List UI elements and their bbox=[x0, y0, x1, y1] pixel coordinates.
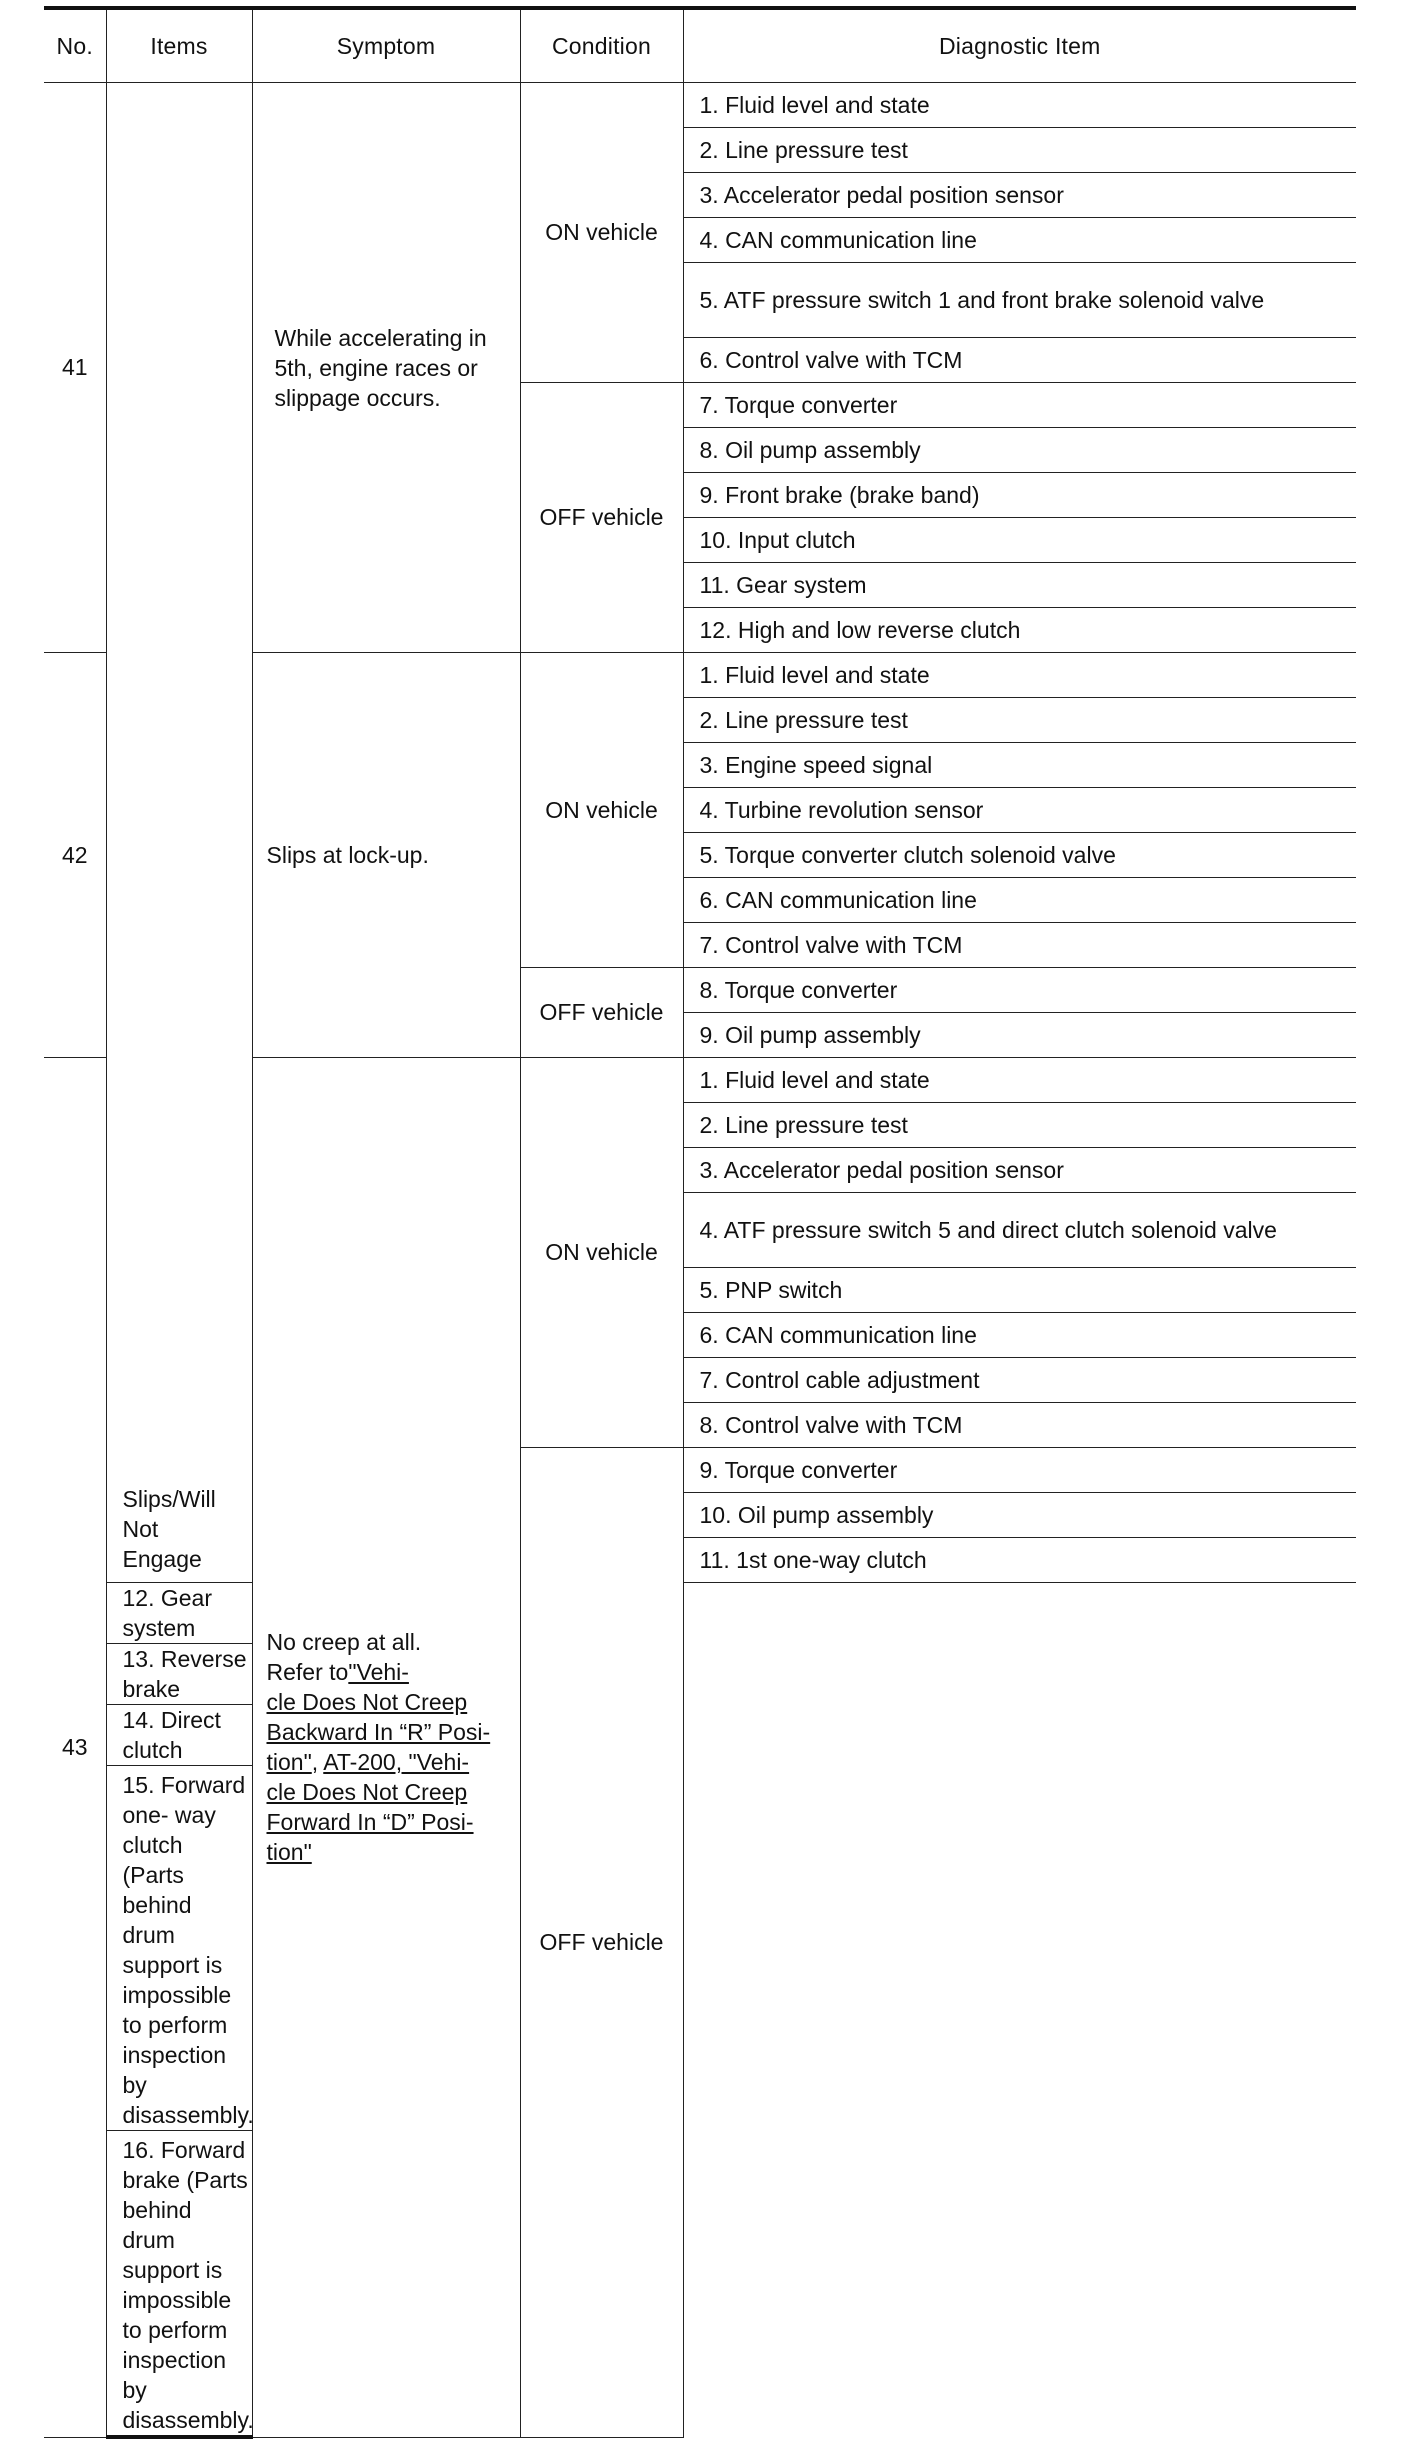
symptom-text: Refer to bbox=[266, 1659, 349, 1686]
items-cell bbox=[106, 83, 252, 1583]
diagnostic-item: 5. Torque converter clutch solenoid valve bbox=[683, 833, 1356, 878]
link-vehicle-creep-backward[interactable]: "Vehi- bbox=[348, 1659, 409, 1686]
diagnostic-item: 2. Line pressure test bbox=[683, 1103, 1356, 1148]
diagnostic-item: 16. Forward brake (Parts behind drum support is impossible to perform inspection by disassembly. bbox=[106, 2131, 252, 2438]
symptom-text: No creep at all. bbox=[266, 1629, 422, 1656]
condition-on-vehicle: ON vehicle bbox=[520, 653, 683, 968]
diagnostic-item: 8. Oil pump assembly bbox=[683, 428, 1356, 473]
header-row bbox=[44, 8, 1356, 83]
diagnostic-item: 9. Oil pump assembly bbox=[683, 1013, 1356, 1058]
link-vehicle-creep-forward[interactable]: AT-200, "Vehi- bbox=[323, 1749, 470, 1776]
items-label: Slips/Will Not Engage bbox=[122, 1486, 216, 1572]
diagnostic-item: 7. Control cable adjustment bbox=[683, 1358, 1356, 1403]
symptom-cell bbox=[252, 1058, 520, 2438]
diagnostic-item: 13. Reverse brake bbox=[106, 1644, 252, 1705]
header-items: Items bbox=[106, 8, 252, 83]
condition-on-vehicle: ON vehicle bbox=[520, 83, 683, 383]
diagnostic-item: 1. Fluid level and state bbox=[683, 1058, 1356, 1103]
diagnostic-item: 3. Engine speed signal bbox=[683, 743, 1356, 788]
header-condition: Condition bbox=[520, 8, 683, 83]
diagnostic-item: 2. Line pressure test bbox=[683, 698, 1356, 743]
diagnostic-item: 11. Gear system bbox=[683, 563, 1356, 608]
diagnostic-item: 12. High and low reverse clutch bbox=[683, 608, 1356, 653]
header-no: No. bbox=[44, 8, 106, 83]
diagnostic-item: 8. Control valve with TCM bbox=[683, 1403, 1356, 1448]
diagnostic-item: 2. Line pressure test bbox=[683, 128, 1356, 173]
header-symptom: Symptom bbox=[252, 8, 520, 83]
diagnostic-item: 15. Forward one- way clutch (Parts behind drum support is impossible to perform inspection by disassembly. bbox=[106, 1766, 252, 2131]
diagnostic-item: 10. Oil pump assembly bbox=[683, 1493, 1356, 1538]
diagnostic-item: 11. 1st one-way clutch bbox=[683, 1538, 1356, 1583]
diagnostic-item: 1. Fluid level and state bbox=[683, 653, 1356, 698]
symptom-cell: Slips at lock-up. bbox=[252, 653, 520, 1058]
diagnostic-item: 9. Front brake (brake band) bbox=[683, 473, 1356, 518]
link-separator: , bbox=[311, 1749, 324, 1776]
diagnostic-item: 1. Fluid level and state bbox=[683, 83, 1356, 128]
diagnostic-item: 12. Gear system bbox=[106, 1583, 252, 1644]
symptom-text: While accelerating in 5th, engine races or slippage occurs. bbox=[274, 324, 487, 411]
diagnostic-item: 7. Control valve with TCM bbox=[683, 923, 1356, 968]
diagnostic-item: 6. Control valve with TCM bbox=[683, 338, 1356, 383]
diagnostic-item: 6. CAN communication line bbox=[683, 878, 1356, 923]
link-vehicle-creep-forward[interactable]: cle Does Not Creep bbox=[266, 1779, 468, 1806]
link-vehicle-creep-backward[interactable]: cle Does Not Creep bbox=[266, 1689, 468, 1716]
symptom-cell bbox=[252, 83, 520, 653]
diagnostic-item: 14. Direct clutch bbox=[106, 1705, 252, 1766]
link-vehicle-creep-forward[interactable]: tion" bbox=[266, 1839, 312, 1866]
diagnostic-item: 4. Turbine revolution sensor bbox=[683, 788, 1356, 833]
link-vehicle-creep-backward[interactable]: tion" bbox=[266, 1749, 312, 1776]
condition-on-vehicle: ON vehicle bbox=[520, 1058, 683, 1448]
condition-off-vehicle: OFF vehicle bbox=[520, 968, 683, 1058]
diagnostic-item: 10. Input clutch bbox=[683, 518, 1356, 563]
diagnostic-item: 3. Accelerator pedal position sensor bbox=[683, 173, 1356, 218]
diagnostic-item: 7. Torque converter bbox=[683, 383, 1356, 428]
link-vehicle-creep-backward[interactable]: Backward In “R” Posi- bbox=[266, 1719, 491, 1746]
diagnostic-item: 3. Accelerator pedal position sensor bbox=[683, 1148, 1356, 1193]
diagnostic-item: 5. ATF pressure switch 1 and front brake solenoid valve bbox=[683, 263, 1356, 338]
diagnostic-table bbox=[44, 6, 1356, 2439]
diagnostic-item: 6. CAN communication line bbox=[683, 1313, 1356, 1358]
condition-off-vehicle: OFF vehicle bbox=[520, 383, 683, 653]
diagnostic-item: 9. Torque converter bbox=[683, 1448, 1356, 1493]
header-diagnostic-item: Diagnostic Item bbox=[683, 8, 1356, 83]
row-number: 41 bbox=[44, 83, 106, 653]
condition-off-vehicle: OFF vehicle bbox=[520, 1448, 683, 2438]
diagnostic-item: 4. CAN communication line bbox=[683, 218, 1356, 263]
diagnostic-item: 8. Torque converter bbox=[683, 968, 1356, 1013]
table-row bbox=[44, 83, 1356, 128]
row-number: 42 bbox=[44, 653, 106, 1058]
diagnostic-item: 4. ATF pressure switch 5 and direct clutch solenoid valve bbox=[683, 1193, 1356, 1268]
row-number: 43 bbox=[44, 1058, 106, 2438]
link-vehicle-creep-forward[interactable]: Forward In “D” Posi- bbox=[266, 1809, 474, 1836]
diagnostic-item: 5. PNP switch bbox=[683, 1268, 1356, 1313]
